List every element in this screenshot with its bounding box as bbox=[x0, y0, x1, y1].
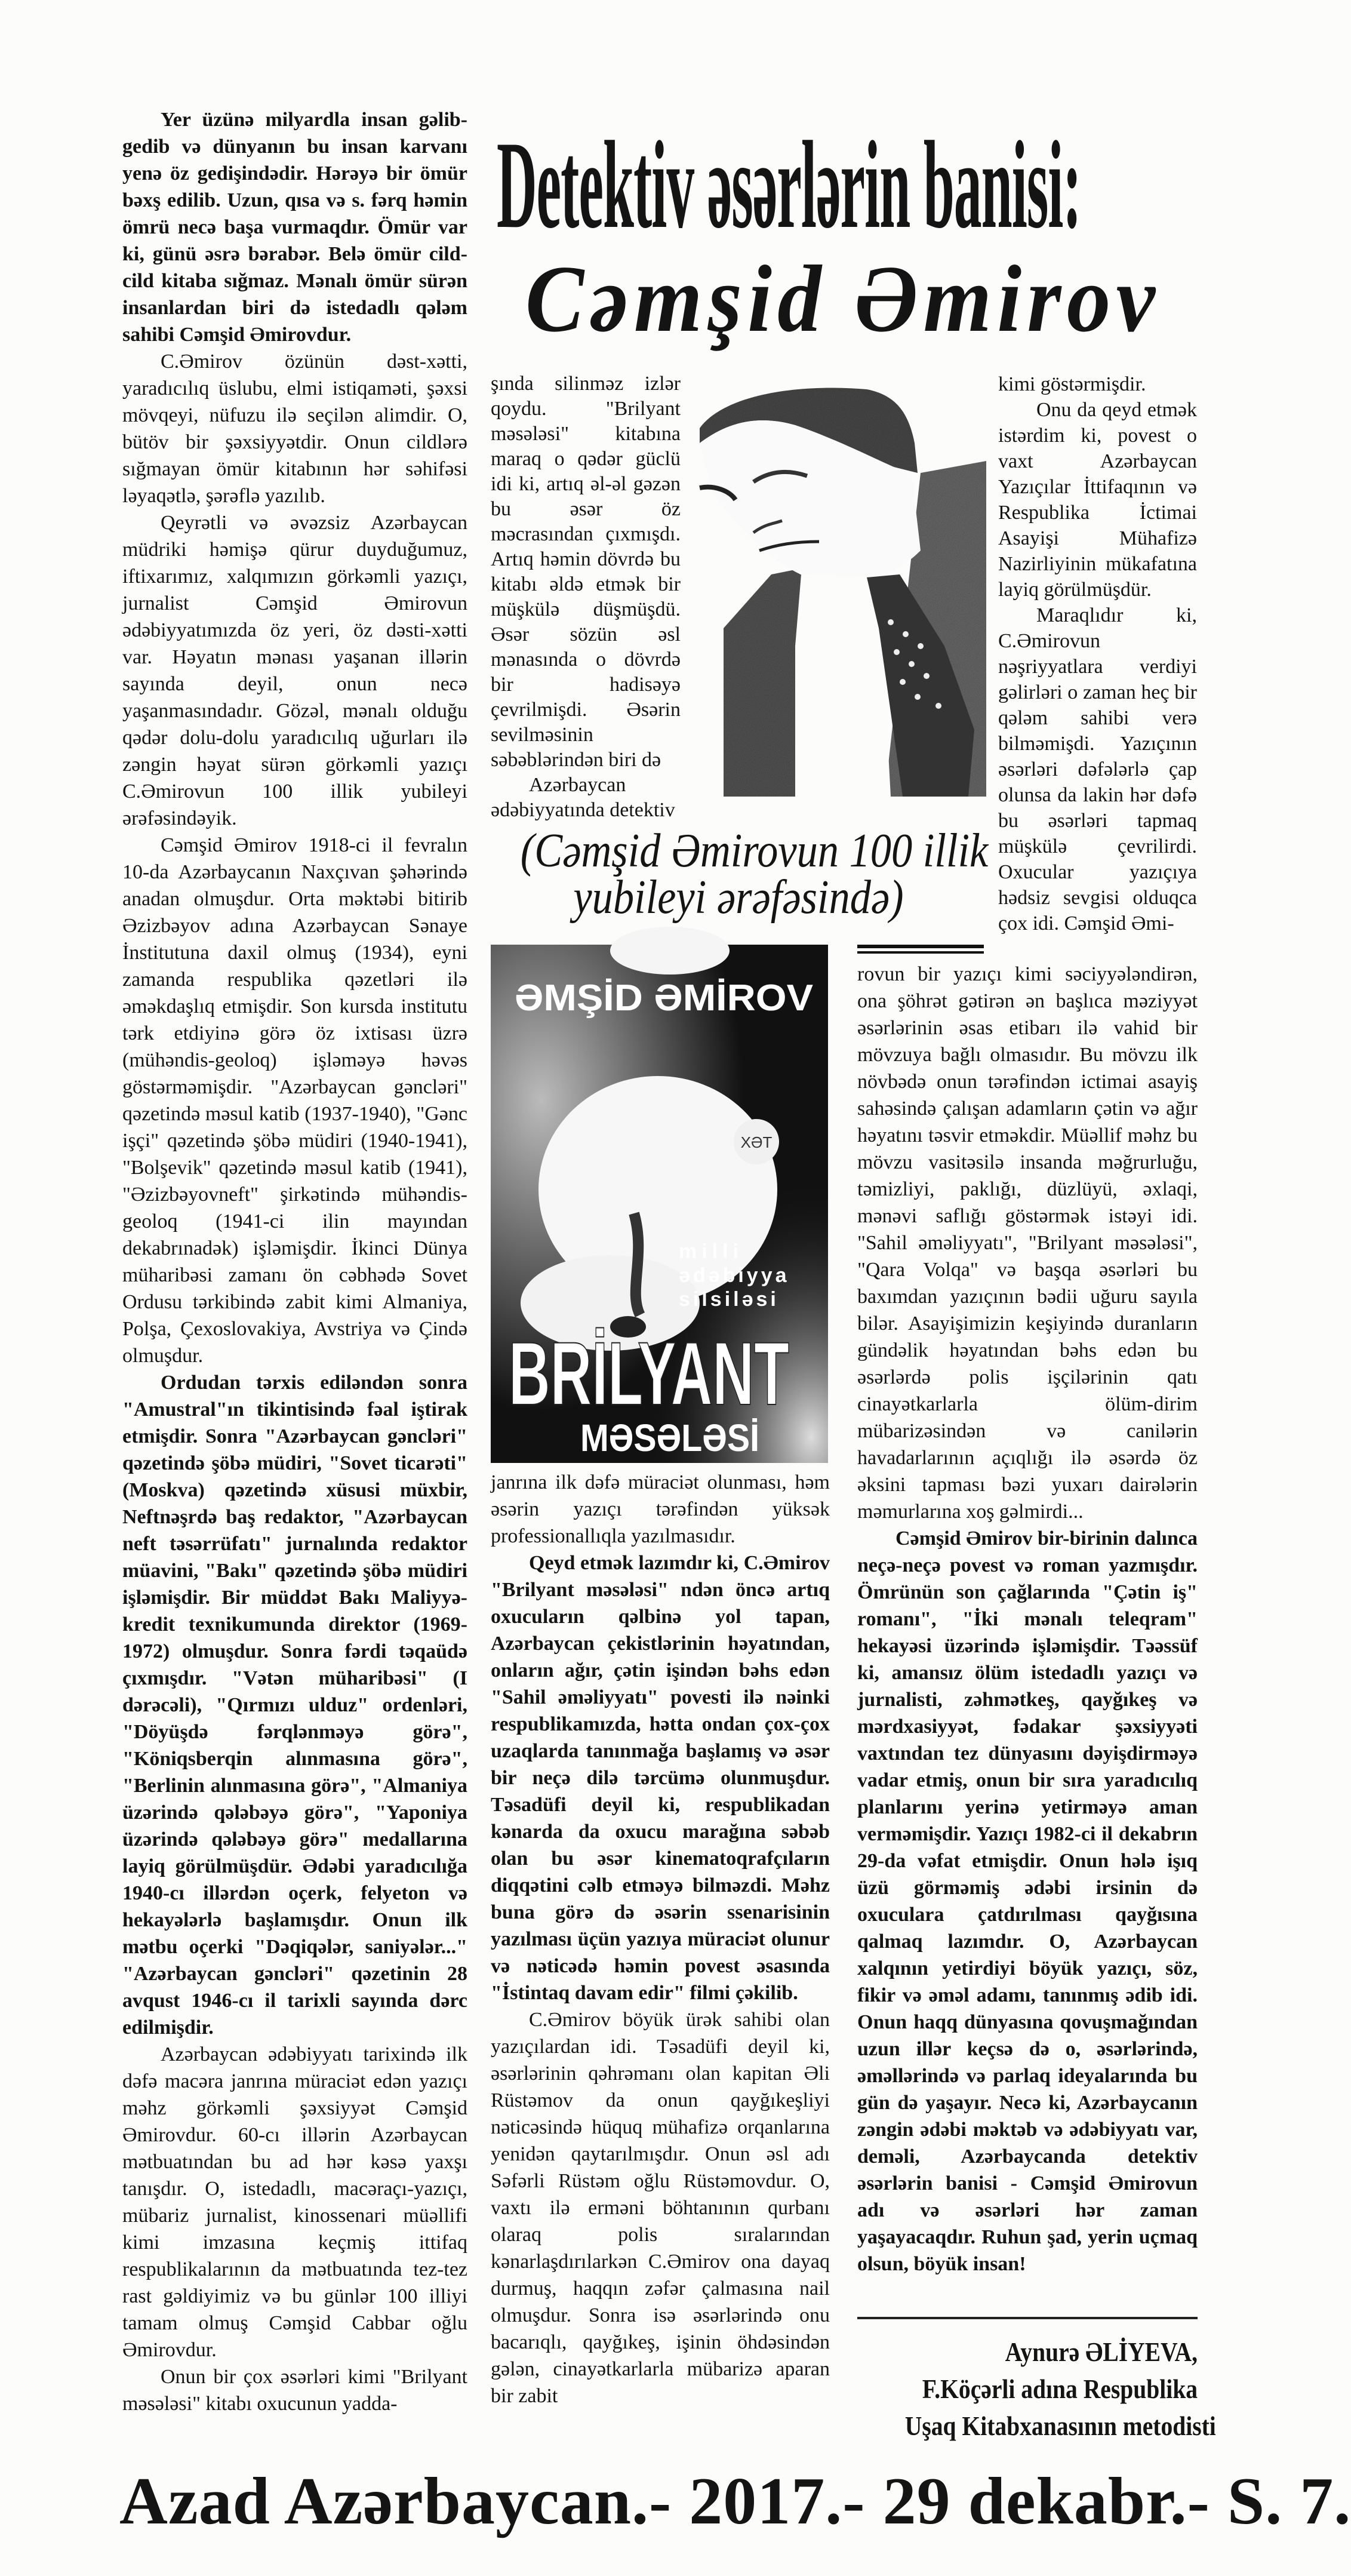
author-affiliation-line1: F.Köçərli adına Respublika bbox=[922, 2374, 1198, 2404]
paragraph: Qeyrətli və əvəzsiz Azərbaycan müdriki həmişə qürur duyduğumuz, iftixarımız, xalqımızın görkəmli yazıçı, jurnalist Cəmşid Əmirovun ədəbiyyatımızda öz yeri, öz dəsti-xətti var. Həyatın mənası yaşanan illərin sayında deyil, onun necə yaşanmasındadır. Gözəl, mənalı olduğu qədər dolu-dolu yaradıcılıq uğurları ilə zəngin həyat sürən görkəmli yazıçı C.Əmirovun 100 illik yubileyi ərəfəsindəyik. bbox=[122, 512, 467, 829]
paragraph: Maraqlıdır ki, C.Əmirovun nəşriyyatlara verdiyi gəlirləri o zaman heç bir qələm sahibi verə bilməmişdi. Yazıçının əsərləri dəfələrlə çap olunsa da lakin hər dəfə bu əsərləri tapmaq müşkülə çevrilirdi. Oxucular yazıçıya hədsiz sevgisi olduqca çox idi. Cəmşid Əmi- bbox=[998, 604, 1197, 935]
subtitle bbox=[491, 825, 989, 924]
paragraph: Cəmşid Əmirov bir-birinin dalınca neçə-neçə povest və roman yazmışdır. Ömrünün son çağlarında "Çətin iş" romanı", "İki mənalı teleqram" hekayəsi üzərində işləmişdir. Təəssüf ki, amansız ölüm istedadlı yazıçı və jurnalisti, zəhmətkeş, qayğıkeş və mərdxasiyyət, fədakar şəxsiyyəti vaxtından tez dünyasını dəyişdirməyə vadar etmiş, onun bir sıra yaradıcılıq planlarını yerinə yetirməyə aman verməmişdir. Yazıçı 1982-ci il dekabrın 29-da vəfat etmişdir. Onun hələ işıq üzü görməmiş ədəbi irsinin də oxuculara çatdırılması qayğısına qalmaq lazımdır. O, Azərbaycan xalqının yetirdiyi böyük yazıçı, söz, fikir və əməl adamı, tanınmış ədib idi. Onun haqq dünyasına qovuşmağından uzun illər keçsə də o, əsərlərində, əməllərində və parlaq ideyalarında bu gün də yaşayır. Necə ki, Azərbaycanın zəngin ədəbi məktəb və ədəbiyyatı var, deməli, Azərbaycanda detektiv əsərlərin banisi - Cəmşid Əmirovun adı və əsərləri hər zaman yaşayacaqdır. Ruhun şad, yerin uçmaq olsun, böyük insan! bbox=[857, 1527, 1198, 2275]
article-right-region bbox=[491, 371, 1216, 2445]
cover-title-big: BRİLYANT bbox=[509, 1323, 789, 1424]
paragraph: Azərbaycan ədəbiyyatında detektiv bbox=[491, 774, 675, 821]
article-column-middle-top bbox=[491, 371, 681, 823]
paragraph: Azərbaycan ədəbiyyatı tarixində ilk dəfə macəra janrına müraciət edən yazıçı məhz görkəmli şəxsiyyət Cəmşid Əmirovdur. 60-cı illərin Azərbaycan mətbuatından bu ad hər kəsə yaxşı tanışdır. O, istedadlı, macəraçı-yazıçı, mübariz jurnalist, kinossenari müəllifi kimi imzasına keçmiş ittifaq respublikalarının da mətbuatında tez-tez rast gəldiyimiz və bu günlər 100 illiyi tamam olmuş Cəmşid Cabbar oğlu Əmirovdur. bbox=[122, 2043, 467, 2361]
cover-diamond-crack bbox=[634, 1213, 640, 1315]
paragraph: kimi göstərmişdir. bbox=[998, 373, 1146, 395]
text-and-photo bbox=[491, 371, 986, 823]
paragraph: Cəmşid Əmirov 1918-ci il fevralın 10-da Azərbaycanın Naxçıvan şəhərində anadan olmuşdur. Orta məktəbi bitirib Əzizbəyov adına Azərbaycan Sənaye İnstitutuna daxil olmuş (1934), eyni zamanda respublika qəzetləri ilə əməkdaşlıq etmişdir. Son kursda institutu tərk etdiyinə görə öz ixtisası üzrə (mühəndis-geoloq) işləməyə həvəs göstərməmişdir. "Azərbaycan gəncləri" qəzetində məsul katib (1937-1940), "Gənc işçi" qəzetində şöbə müdiri (1940-1941), "Bolşevik" qəzetində məsul katib (1941), "Əzizbəyovneft" şirkətində mühəndis-geoloq (1941-ci ilin mayından dekabrınadək) işləmişdir. İkinci Dünya müharibəsi zamanı ön cəbhədə Sovet Ordusu tərkibində zabit kimi Almaniya, Polşa, Çexoslovakiya, Avstriya və Çində olmuşdur. bbox=[122, 834, 467, 1367]
cover-series-2: ədəbiyya bbox=[679, 1264, 790, 1287]
paragraph: janrına ilk dəfə müraciət olunması, həm əsərin yazıçı tərəfindən yüksək professionallıqla yazılmasıdır. bbox=[491, 1471, 830, 1547]
double-rule-divider bbox=[857, 945, 984, 954]
lower-row-right bbox=[857, 945, 1216, 2445]
subtitle-line1: (Cəmşid Əmirovun 100 illik bbox=[520, 825, 989, 877]
headline-line1: Detektiv əsərlərin banisi: bbox=[497, 116, 1081, 254]
paragraph: şında silinməz izlər qoydu. "Brilyant məsələsi" kitabına maraq o qədər güclü idi ki, artıq əl-əl gəzən bu əsər öz məcrasından çıxmışdı. Artıq həmin dövrdə bu kitabı əldə etmək bir müşkülə düşmüşdü. Əsər sözün əsl mənasında o dövrdə bir hadisəyə çevrilmişdi. Əsərin sevilməsinin səbəblərindən biri də bbox=[491, 373, 681, 771]
author-portrait-photo bbox=[688, 371, 986, 797]
article-column-right bbox=[857, 961, 1198, 2277]
paragraph: C.Əmirov böyük ürək sahibi olan yazıçılardan idi. Təsadüfi deyil ki, əsərlərinin qəhrəmanı olan kapitan Əli Rüstəmov da onun qayğıkeşliyi nəticəsində hüquq mühafizə orqanlarına yenidən qaytarılmışdır. Onun əsl adı Səfərli Rüstəm oğlu Rüstəmovdur. O, vaxtı ilə erməni böhtanının qurbanı olaraq polis sıralarından kənarlaşdırılarkən C.Əmirov ona dayaq durmuş, haqqın zəfər çalmasına nail olmuşdur. Sonra isə əsərlərində onu bacarıqlı, qayğıkeş, işinin öhdəsindən gələn, cinayətkarlarla mübarizə aparan bir zabit bbox=[491, 2009, 830, 2407]
cover-title-small: MƏSƏLƏSİ bbox=[580, 1416, 759, 1459]
cover-badge-text: XƏT bbox=[740, 1133, 773, 1151]
paragraph: Onu da qeyd etmək istərdim ki, povest o vaxt Azərbaycan Yazıçılar İttifaqının və Respublika İctimai Asayişi Mühafizə Nazirliyinin mükafatına layiq görülmüşdür. bbox=[998, 399, 1197, 601]
paragraph: Yer üzünə milyardla insan gəlib-gedib və dünyanın bu insan karvanı yenə öz gedişindədir. Hərəyə bir ömür bəxş edilib. Uzun, qısa və s. fərq həmin ömrü necə başa vurmaqdır. Ömür var ki, günü əsrə bərabər. Belə ömür cild-cild kitaba sığmaz. Mənalı ömür sürən insanlardan biri də istedadlı qələm sahibi Cəmşid Əmirovdur. bbox=[122, 109, 467, 346]
cover-author: ƏMŞİD ƏMİROV bbox=[515, 977, 813, 1019]
paragraph: rovun bir yazıçı kimi səciyyələndirən, ona şöhrət gətirən ən başlıca məziyyət əsərlərinin əsas etibarı ilə vahid bir mövzuya bağlı olmasıdır. Bu mövzu ilk növbədə onun tərəfindən ictimai asayiş sahəsində çalışan adamların çətin və ağır həyatını təsvir etməkdir. Müəllif məhz bu mövzu vasitəsilə insanda məğrurluğu, təmizliyi, paklığı, düzlüyü, əxlaqi, mənəvi saflığı göstərmək istəyi idi. "Sahil əməliyyatı", "Brilyant məsələsi", "Qara Volqa" və başqa əsərləri bu baxımdan yazıçının bədii uğuru sayıla bilər. Asayişimizin keşiyində duranların gündəlik həyatından bəhs edən bu əsərlərdə polis işçilərinin qatı cinayətkarlarla ölüm-dirim mübarizəsindən və canilərin havadarlarının açıqlığı ilə əsərdə öz əksini tapması bəzi yuxarı dairələrin məmurlarına xoş gəlmirdi... bbox=[857, 963, 1198, 1523]
cover-series-1: milli bbox=[679, 1240, 744, 1263]
book-cover-image bbox=[491, 945, 828, 1463]
paragraph: Qeyd etmək lazımdır ki, C.Əmirov "Brilyant məsələsi" ndən öncə artıq oxucuların qəlbinə yol tapan, Azərbaycan çekistlərinin həyatından, onların ağır, çətin işindən bəhs edən "Sahil əməliyyatı" povesti ilə nəinki respublikamızda, hətta ondan çox-çox uzaqlarda tanınmağa başlamış və əsər bir neçə dilə tərcümə olunmuşdur. Təsadüfi deyil ki, respublikadan kənarda da oxucu marağına səbəb olan bu əsər kinematoqrafçıların diqqətini cəlb etməyə bilməzdi. Məhz buna görə də əsərin ssenarisinin yazılması üçün yazıya müraciət olunur və nəticədə həmin povest əsasında "İstintaq davam edir" filmi çəkilib. bbox=[491, 1552, 830, 2004]
lower-row-left bbox=[491, 945, 830, 2409]
cover-series-3: silsiləsi bbox=[679, 1288, 779, 1311]
article-column-middle-bottom bbox=[491, 1469, 830, 2409]
article-column-1 bbox=[122, 106, 467, 2417]
paragraph: Onun bir çox əsərləri kimi "Brilyant məsələsi" kitabı oxucunun yadda- bbox=[122, 2366, 467, 2415]
headline-line2: Cəmşid Əmirov bbox=[525, 245, 1161, 352]
publication-citation: Azad Azərbaycan.- 2017.- 29 dekabr.- S. 7. bbox=[119, 2464, 1351, 2538]
article-column-right-top bbox=[998, 371, 1197, 936]
lower-row bbox=[491, 945, 1216, 2445]
paragraph: Ordudan tərxis ediləndən sonra "Amustral"ın tikintisində fəal iştirak etmişdir. Sonra "Azərbaycan gəncləri" qəzetində şöbə müdiri, "Sovet ticarəti" (Moskva) qəzetində xüsusi müxbir, Neftnəşrdə baş redaktor, "Azərbaycan neft təsərrüfatı" jurnalında redaktor müavini, "Bakı" qəzetində şöbə müdiri işləmişdir. Bir müddət Bakı Maliyyə-kredit texnikumunda direktor (1969-1972) olmuşdur. Sonra fərdi təqaüdə çıxmışdır. "Vətən müharibəsi" (I dərəcəli), "Qırmızı ulduz" ordenləri, "Döyüşdə fərqlənməyə görə", "Köniqsberqin alınmasına görə", "Berlinin alınmasına görə", "Almaniya üzərində qələbəyə görə", "Yaponiya üzərində qələbəyə görə" medallarına layiq görülmüşdür. Ədəbi yaradıcılığa 1940-cı illərdən oçerk, felyeton və hekayələrlə başlamışdır. Onun ilk mətbu oçerki "Dəqiqələr, saniyələr..." "Azərbaycan gəncləri" qəzetinin 28 avqust 1946-cı il tarixli sayında dərc edilmişdir. bbox=[122, 1372, 467, 2039]
subtitle-line2: yubileyi ərəfəsində) bbox=[573, 871, 904, 924]
upper-row bbox=[491, 371, 1197, 936]
upper-row-left bbox=[491, 371, 989, 924]
paragraph: C.Əmirov özünün dəst-xətti, yaradıcılıq üslubu, elmi istiqaməti, şəxsi mövqeyi, nüfuzu ilə seçilən alimdir. O, bütöv bir şəxsiyyətdir. Onun cildlərə sığmayan ömür kitabının hər səhifəsi ləyaqətlə, şərəflə yazılıb. bbox=[122, 351, 467, 507]
signature-divider bbox=[857, 2317, 1198, 2319]
author-affiliation-line2: Uşaq Kitabxanasının metodisti bbox=[904, 2411, 1216, 2441]
author-name: Aynurə ƏLİYEVA, bbox=[1005, 2337, 1198, 2367]
cover-light-circle-top bbox=[610, 927, 730, 975]
